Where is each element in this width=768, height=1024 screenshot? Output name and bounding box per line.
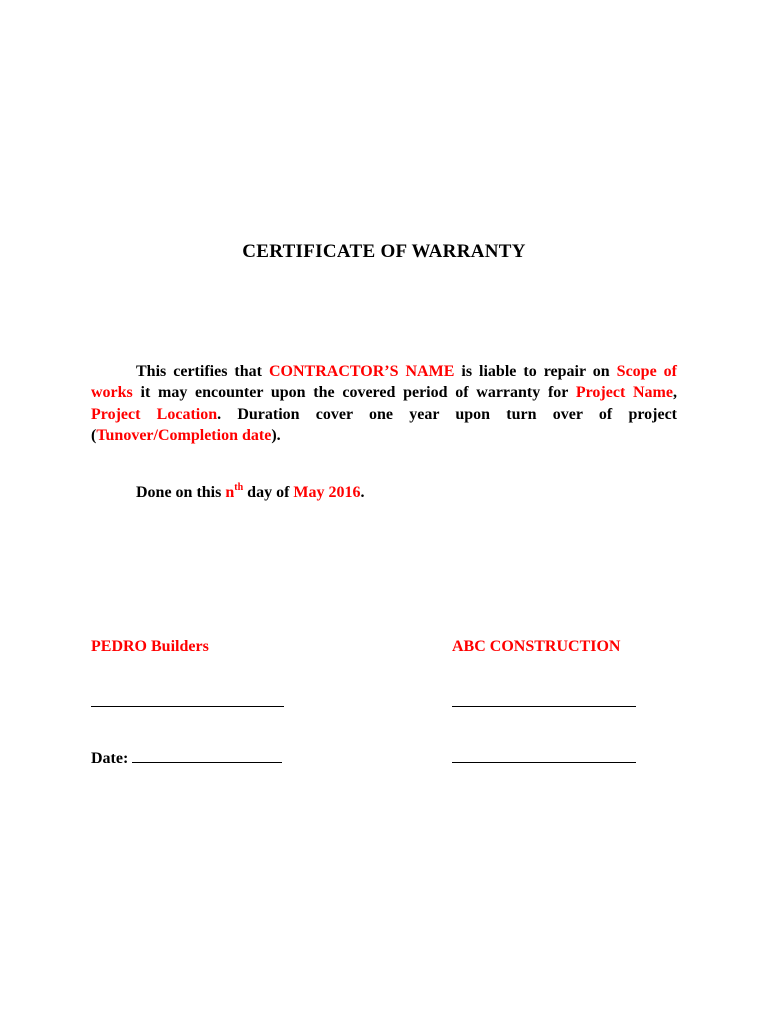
document-title: CERTIFICATE OF WARRANTY bbox=[242, 241, 526, 262]
right-second-line bbox=[452, 748, 636, 768]
right-signature-line bbox=[452, 692, 636, 712]
done-prefix: Done on this bbox=[136, 484, 226, 501]
right-signature-rule bbox=[452, 692, 636, 707]
paragraph-text-3: it may encounter upon the covered period of warranty for bbox=[132, 384, 576, 402]
done-middle: day of bbox=[243, 484, 294, 501]
paragraph-text-4: , bbox=[673, 384, 677, 402]
day-placeholder: n bbox=[225, 484, 235, 501]
scope-of-works-placeholder: Scope of works bbox=[91, 363, 677, 402]
left-signatory-name: PEDRO Builders bbox=[91, 638, 209, 655]
date-rule bbox=[132, 748, 282, 763]
warranty-paragraph bbox=[91, 361, 677, 446]
right-second-rule bbox=[452, 748, 636, 763]
left-date-line bbox=[91, 748, 282, 768]
month-year-placeholder: May 2016 bbox=[293, 484, 361, 501]
day-suffix: th bbox=[234, 481, 244, 493]
project-name-placeholder: Project Name bbox=[575, 384, 673, 402]
paragraph-text-2: is liable to repair on bbox=[454, 363, 617, 380]
right-signatory-name: ABC CONSTRUCTION bbox=[452, 638, 621, 655]
date-label: Date: bbox=[91, 750, 129, 767]
completion-date-placeholder: Tunover/Completion date bbox=[96, 426, 272, 444]
done-end: . bbox=[360, 484, 365, 501]
left-signature-line bbox=[91, 692, 284, 712]
project-location-placeholder: Project Location bbox=[91, 405, 218, 423]
paragraph-text-6: ). bbox=[271, 426, 281, 444]
paragraph-text-1: This certifies that bbox=[136, 363, 269, 380]
done-date-line bbox=[136, 481, 365, 502]
contractor-name-placeholder: CONTRACTOR’S NAME bbox=[268, 363, 455, 380]
paragraph-text-5: . Duration cover one year upon turn over of project ( bbox=[91, 405, 678, 444]
left-signature-rule bbox=[91, 692, 284, 707]
